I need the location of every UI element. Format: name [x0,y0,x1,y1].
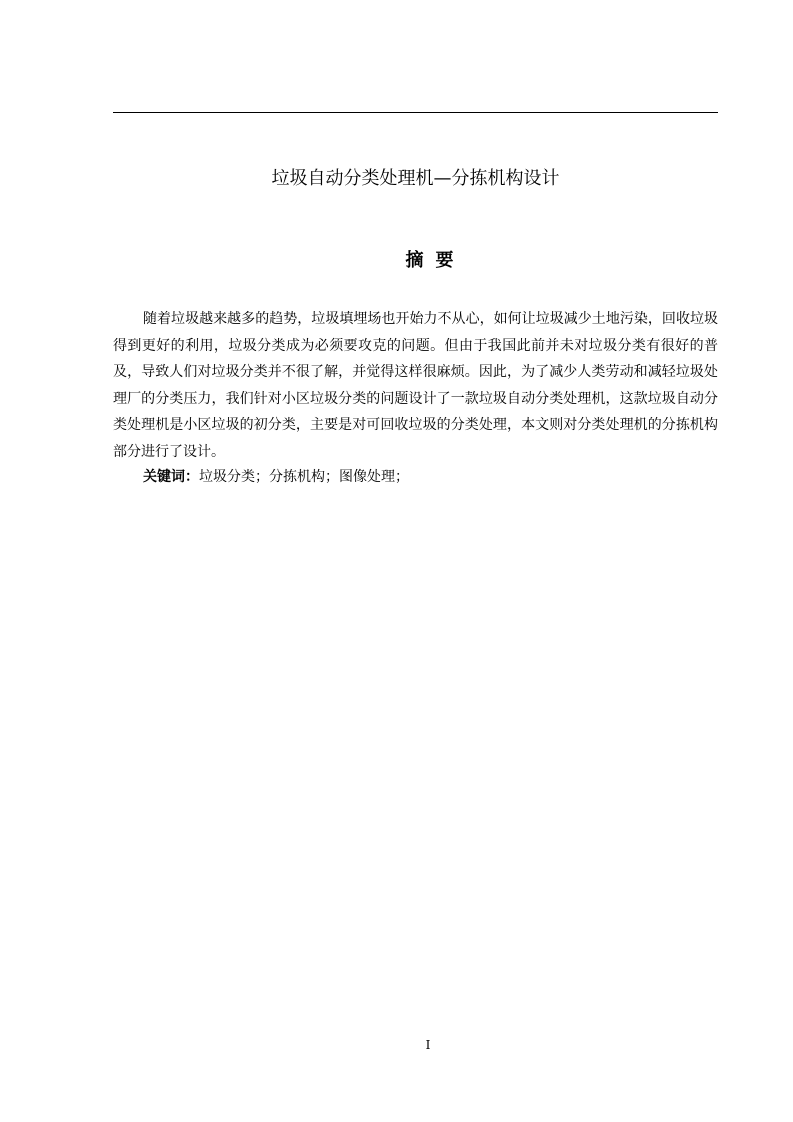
abstract-heading: 摘要 [405,250,466,271]
abstract-paragraph: 随着垃圾越来越多的趋势，垃圾填埋场也开始力不从心，如何让垃圾减少土地污染，回收垃圾得到更好的利用，垃圾分类成为必须要攻克的问题。但由于我国此前并未对垃圾分类有很好的普及，导致人们对垃圾分类并不很了解，并觉得这样很麻烦。因此，为了减少人类劳动和减轻垃圾处理厂的分类压力，我们针对小区垃圾分类的问题设计了一款垃圾自动分类处理机，这款垃圾自动分类处理机是小区垃圾的初分类，主要是对可回收垃圾的分类处理，本文则对分类处理机的分拣机构部分进行了设计。 [113,311,718,460]
keywords-line [143,464,718,490]
header-rule [113,112,718,113]
page-number: I [425,1038,431,1052]
keywords-value: 垃圾分类；分拣机构；图像处理； [199,469,409,485]
keywords-label: 关键词： [143,469,199,485]
document-title: 垃圾自动分类处理机—分拣机构设计 [271,168,560,189]
